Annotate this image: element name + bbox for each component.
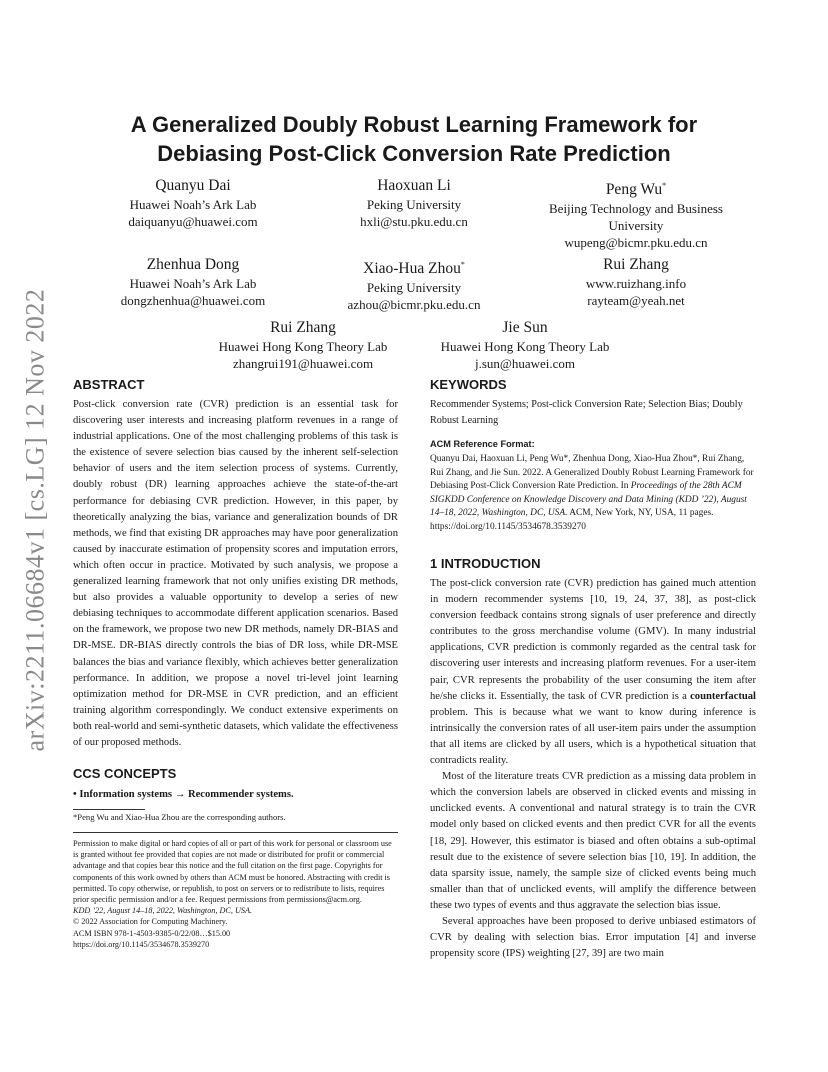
intro-p1-text-a: The post-click conversion rate (CVR) prediction has gained much attention in modern recommender systems [10, 19, 24, 37, 38], as post-click conversion feedback contains strong signals of user preference and directly contributes to the gross merchandise volume (GMV). In many industrial applications, CVR prediction is commonly regarded as the central task for discovering user interests and increasing platform revenues. For a user-item pair, CVR represents the probability of the user consuming the item after he/she clicks it. Essentially, the task of CVR prediction is a [430, 578, 756, 702]
author-email: zhangrui191@huawei.com [232, 356, 374, 371]
acm-reference-authors: Quanyu Dai, Haoxuan Li, Peng Wu*, Zhenhua Dong, Xiao-Hua Zhou*, Rui Zhang, Rui Zhang, and Jie Sun. 2022. A Generalized Doubly Robust Learning Framework for Debiasing Post-Click Conversion Rate Prediction. In [430, 454, 754, 492]
author-name: Zhenhua Dong [146, 256, 240, 273]
author-affiliation: www.ruizhang.info [585, 276, 687, 291]
author-name: Haoxuan Li [377, 177, 451, 194]
author-block [521, 176, 751, 251]
author-email: hxli@stu.pku.edu.cn [360, 214, 468, 229]
isbn-line: ACM ISBN 978-1-4503-9385-0/22/08…$15.00 [73, 928, 231, 938]
author-name: Rui Zhang [270, 319, 336, 336]
author-name: Jie Sun [502, 319, 548, 336]
footnote: *Peng Wu and Xiao-Hua Zhou are the corresponding authors. [73, 812, 286, 822]
author-affiliation: Peking University [366, 197, 462, 212]
left-column [73, 376, 398, 751]
author-affiliation: Beijing Technology and Business [549, 201, 723, 217]
intro-p1-text-b: problem. This is because what we want to know during inference is intrinsically the conversion rates of all user-item pairs under the assumption that all items are clicked by all users, which is a hypothetical situation that contradicts reality. [430, 706, 756, 767]
author-name: Xiao-Hua Zhou [363, 260, 461, 278]
ccs-item: • Information systems → Recommender systems. [73, 789, 294, 800]
permission-rule [73, 832, 398, 833]
introduction-heading: 1 INTRODUCTION [430, 556, 541, 571]
author-email: daiquanyu@huawei.com [128, 214, 258, 229]
author-affiliation: Huawei Noah’s Ark Lab [129, 276, 257, 291]
author-affiliation: Huawei Noah’s Ark Lab [129, 197, 257, 212]
author-affiliation: Huawei Hong Kong Theory Lab [218, 339, 388, 354]
author-block [299, 255, 529, 313]
ccs-heading: CCS CONCEPTS [73, 766, 177, 781]
author-name: Rui Zhang [603, 256, 669, 273]
author-block [78, 176, 308, 230]
acm-reference [430, 438, 756, 535]
abstract-text: Post-click conversion rate (CVR) prediction is an essential task for discovering user interests and increasing platform revenues in a range of industrial applications. One of the most challenging problems of this task is the existence of severe selection bias caused by the inherent self-selection behavior of users and the item selection process of systems. Currently, doubly robust (DR) learning approaches achieve the state-of-the-art performance for debiasing CVR prediction. However, in this paper, by theoretically analyzing the bias, variance and generalization bounds of DR methods, we find that existing DR approaches may have poor generalization caused by inaccurate estimation of propensity scores and imputation errors, which often occur in practice. Motivated by such analysis, we propose a generalized learning framework that not only unifies existing DR methods, but also provides a valuable opportunity to develop a series of new debiasing techniques to accommodate different application scenarios. Based on the framework, we propose two new DR methods, namely DR-BIAS and DR-MSE. DR-BIAS directly controls the bias of DR loss, while DR-MSE balances the bias and variance flexibly, which achieves better generalization performance. In addition, we propose a novel tri-level joint learning optimization method for DR-MSE in CVR prediction, and an efficient training algorithm correspondingly. We conduct extensive experiments on both real-world and semi-synthetic datasets, which validate the effectiveness of our proposed methods. [73, 399, 398, 748]
intro-p1-bold: counterfactual [690, 690, 756, 702]
author-email: rayteam@yeah.net [587, 293, 685, 308]
arxiv-stamp [12, 280, 58, 760]
author-email: wupeng@bicmr.pku.edu.cn [564, 235, 708, 251]
paper-title [70, 110, 758, 168]
copyright-line: © 2022 Association for Computing Machinery. [73, 917, 228, 927]
author-affiliation: Huawei Hong Kong Theory Lab [440, 339, 610, 354]
footnote-rule [73, 809, 145, 810]
keywords-section [430, 376, 756, 429]
author-affiliation: Peking University [366, 280, 462, 296]
permission-text: Permission to make digital or hard copies of all or part of this work for personal or classroom use is granted without fee provided that copies are not made or distributed for profit or commercial advantage and that copies bear this notice and the full citation on the first page. Copyrights for components of this work owned by others than ACM must be honored. Abstracting with credit is permitted. To copy otherwise, or republish, to post on servers or to redistribute to lists, requires prior specific permission and/or a fee. Request permissions from permissions@acm.org. [73, 839, 392, 905]
acm-reference-heading: ACM Reference Format: [430, 439, 535, 449]
intro-paragraph-1 [430, 576, 756, 769]
keywords-text: Recommender Systems; Post-click Conversion Rate; Selection Bias; Doubly Robust Learning [430, 399, 743, 426]
arxiv-stamp-text: arXiv:2211.06684v1 [cs.LG] 12 Nov 2022 [20, 288, 49, 752]
ccs-section [73, 765, 398, 803]
introduction-section [430, 555, 756, 962]
title-line-2: Debiasing Post-Click Conversion Rate Prediction [157, 141, 671, 166]
intro-paragraph-2: Most of the literature treats CVR prediction as a missing data problem in which the conversion labels are observed in clicked events and missing in unclicked events. A conventional and natural strategy is to train the CVR model only based on clicked events and then predict CVR for all the events [18, 29]. However, this estimator is biased and often obtains a sub-optimal result due to the existence of severe selection bias [10, 19]. In addition, the data sparsity issue, namely, the sample size of clicked events being much smaller than that of unclicked events, will amplify the difference between these two types of events and thus aggravate the selection bias issue. [430, 771, 756, 911]
author-email: j.sun@huawei.com [474, 356, 576, 371]
acm-reference-venue: Proceedings of the 28th ACM SIGKDD Conference on Knowledge Discovery and Data Mining (KDD ’22), August 14–18, 2022, Washington, DC, USA. [430, 481, 747, 519]
keywords-heading: KEYWORDS [430, 377, 507, 392]
author-block [78, 255, 308, 309]
author-block [299, 176, 529, 230]
corresponding-mark: * [460, 260, 465, 269]
doi-line: https://doi.org/10.1145/3534678.3539270 [73, 939, 210, 949]
author-name: Peng Wu [605, 181, 663, 199]
acm-reference-tail: ACM, New York, NY, USA, 11 pages. https://doi.org/10.1145/3534678.3539270 [430, 508, 714, 532]
author-email: dongzhenhua@huawei.com [120, 293, 266, 308]
author-block [521, 255, 751, 309]
title-line-1: A Generalized Doubly Robust Learning Framework for [130, 112, 698, 137]
author-email: azhou@bicmr.pku.edu.cn [347, 297, 481, 313]
author-name: Quanyu Dai [155, 177, 231, 194]
corresponding-mark: * [662, 181, 667, 190]
author-block [188, 318, 418, 372]
permission-block [73, 838, 398, 950]
conference-line: KDD ’22, August 14–18, 2022, Washington, DC, USA. [73, 906, 252, 916]
author-block [410, 318, 640, 372]
author-affiliation-2: University [608, 218, 664, 234]
abstract-heading: ABSTRACT [73, 377, 145, 392]
intro-paragraph-3: Several approaches have been proposed to derive unbiased estimators of CVR by dealing with selection bias. Error imputation [4] and inverse propensity score (IPS) weighting [27, 39] are two main [430, 915, 756, 960]
